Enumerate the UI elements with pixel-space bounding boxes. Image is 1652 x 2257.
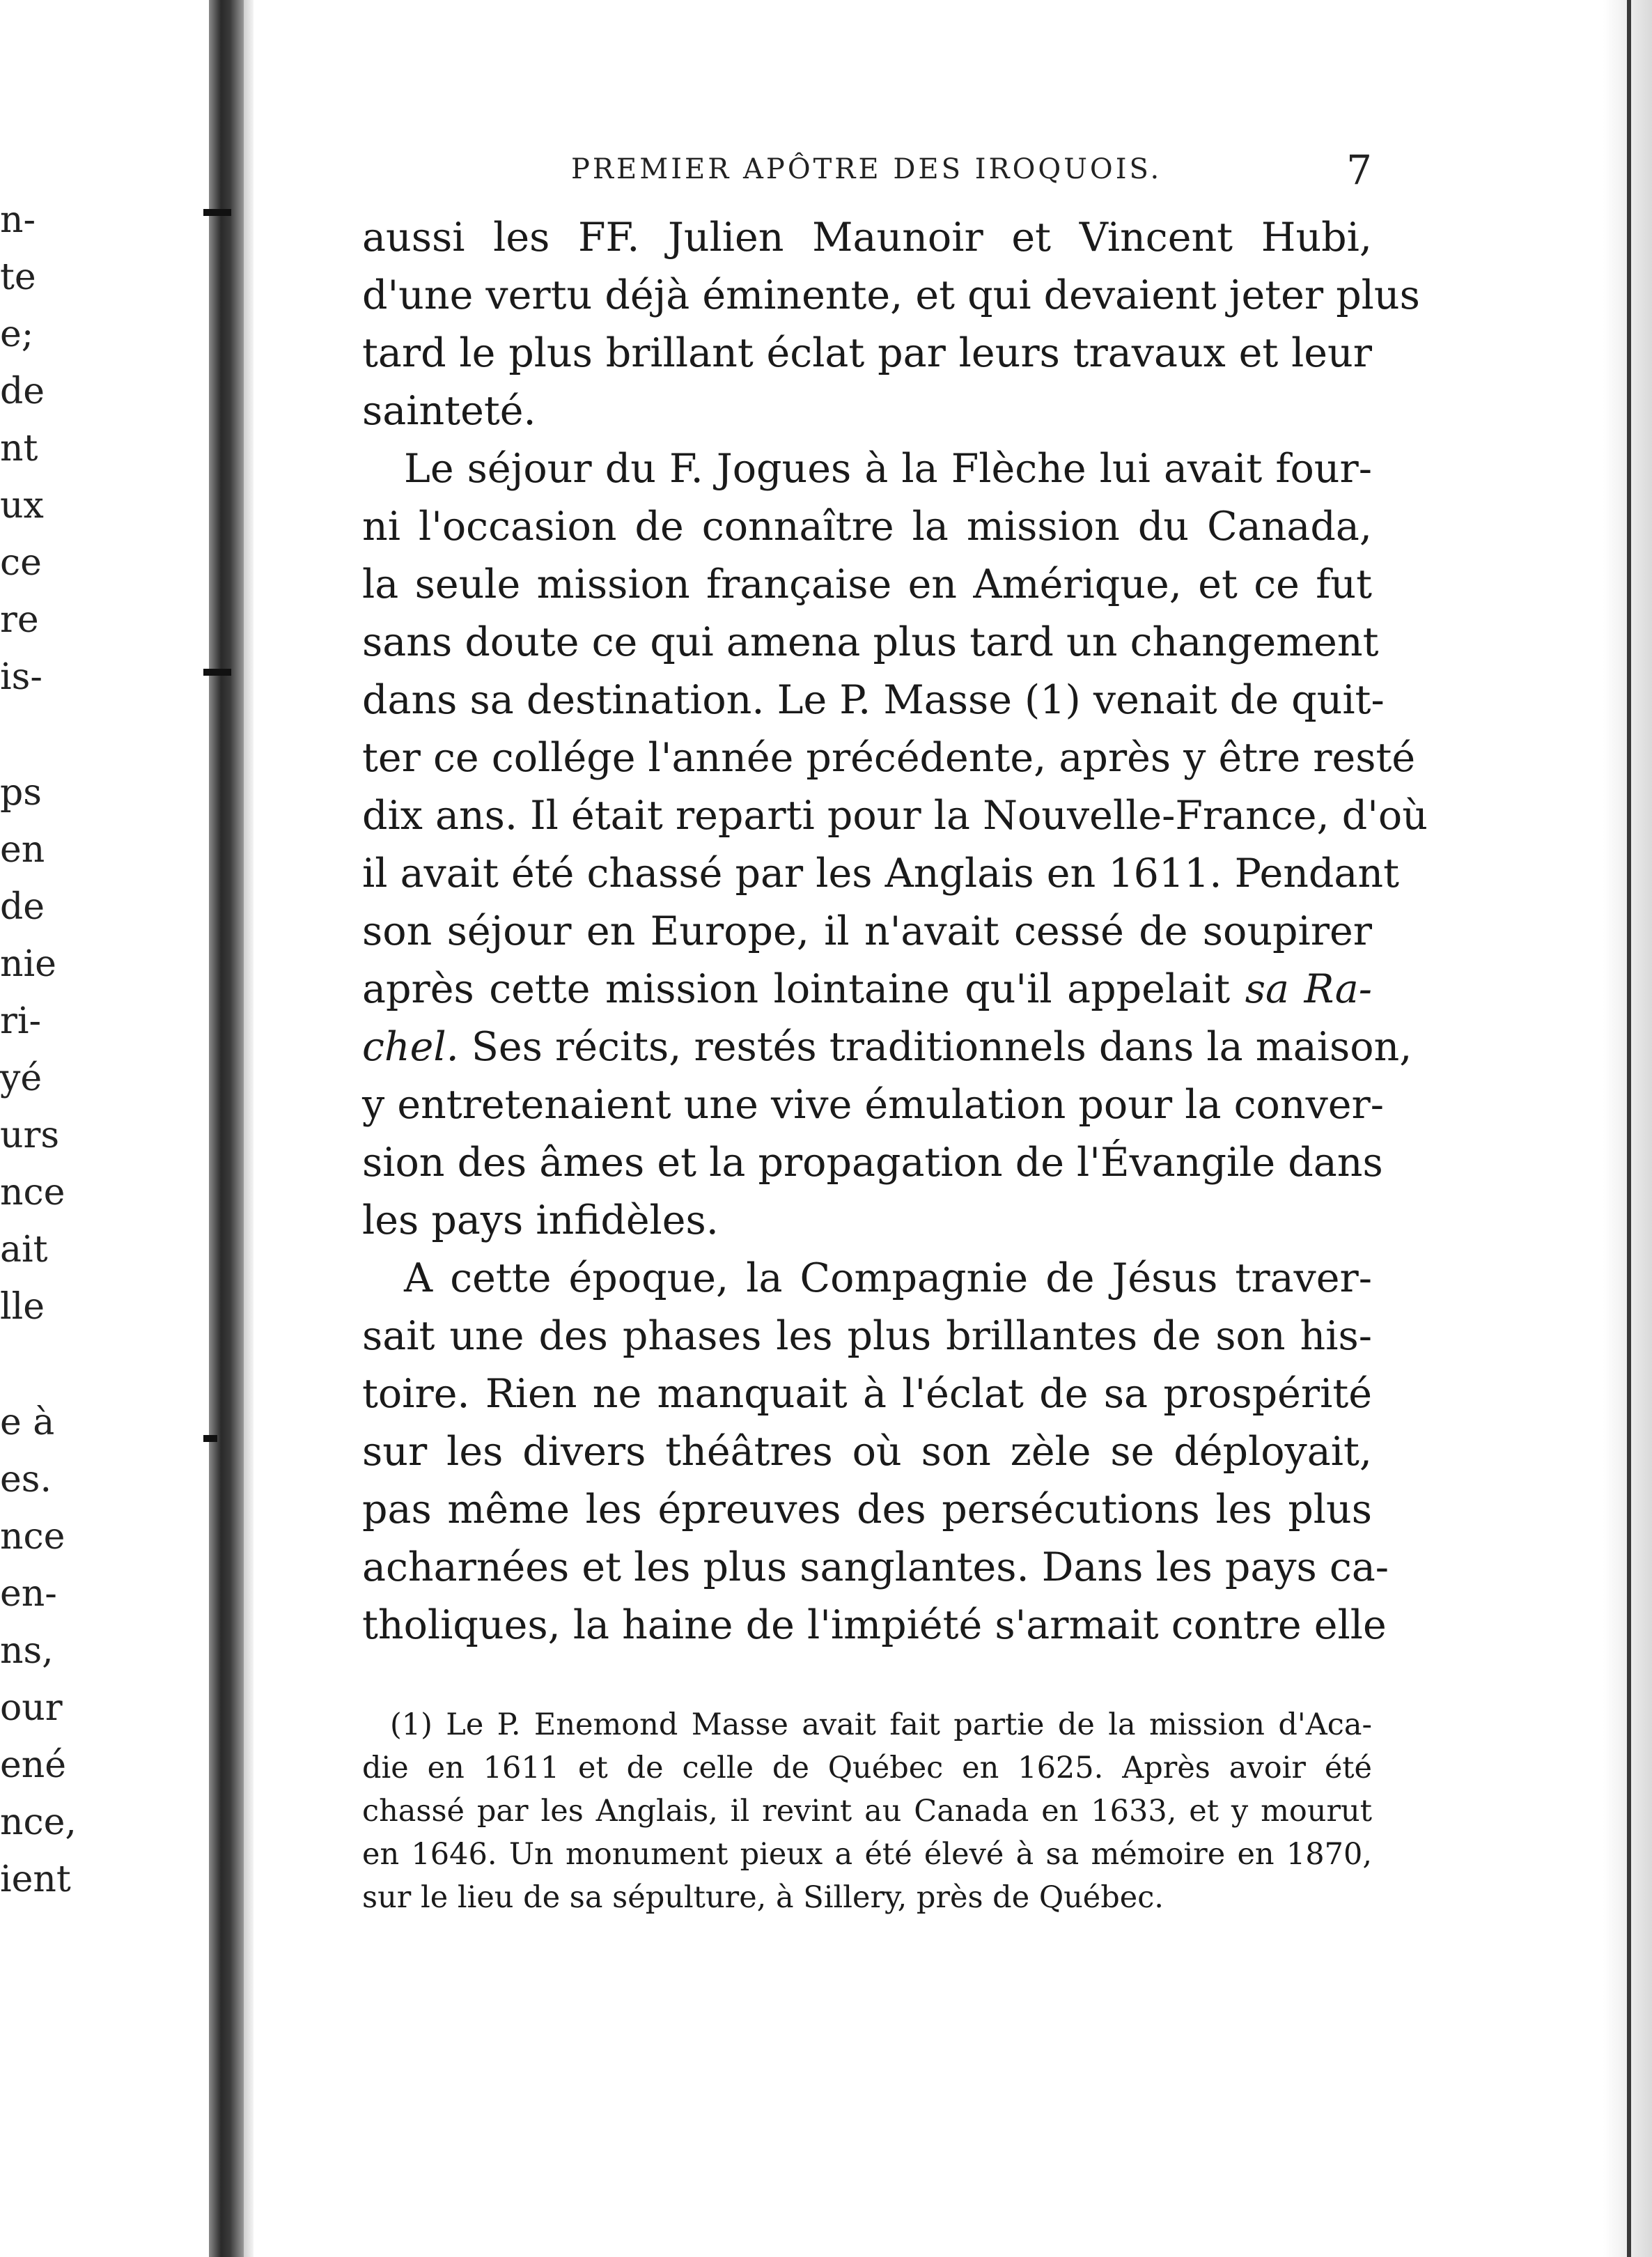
left-fragment: lle: [0, 1286, 45, 1328]
left-fragment: ient: [0, 1859, 71, 1900]
left-fragment: yé: [0, 1057, 42, 1099]
left-fragment: ri-: [0, 1000, 42, 1042]
gutter-mark: [203, 209, 231, 216]
left-fragment: ce: [0, 542, 42, 584]
text-line: chel. Ses récits, restés traditionnels dans la maison,: [362, 1024, 1412, 1070]
left-fragment: our: [0, 1687, 63, 1729]
footnote: [362, 1703, 1372, 1919]
left-fragment: nt: [0, 428, 38, 470]
left-fragment: ait: [0, 1229, 48, 1271]
text-line: d'une vertu déjà éminente, et qui devaient jeter plus: [362, 272, 1420, 318]
text-line: sans doute ce qui amena plus tard un changement: [362, 619, 1379, 665]
text-line: son séjour en Europe, il n'avait cessé de soupirer: [362, 908, 1372, 954]
left-fragment: de: [0, 886, 45, 928]
text-line: y entretenaient une vive émulation pour la conver-: [362, 1082, 1385, 1128]
left-fragment: nce: [0, 1172, 65, 1213]
text-line: Le séjour du F. Jogues à la Flèche lui avait four-: [404, 446, 1372, 492]
left-fragment: nce: [0, 1516, 65, 1558]
text-line: sait une des phases les plus brillantes de son his-: [362, 1313, 1372, 1359]
text-segment: après cette mission lointaine qu'il appelait: [362, 966, 1245, 1012]
left-fragment: en-: [0, 1573, 57, 1615]
gutter-mark: [203, 1435, 217, 1442]
gutter-edge: [244, 0, 254, 2257]
left-fragment: e à: [0, 1402, 55, 1443]
left-fragment: re: [0, 599, 39, 641]
text-line: toire. Rien ne manquait à l'éclat de sa prospérité: [362, 1371, 1372, 1417]
text-line: les pays infidèles.: [362, 1197, 719, 1243]
footnote-line: en 1646. Un monument pieux a été élevé à sa mémoire en 1870,: [362, 1837, 1372, 1872]
text-line: pas même les épreuves des persécutions les plus: [362, 1487, 1372, 1533]
text-line: acharnées et les plus sanglantes. Dans les pays ca-: [362, 1544, 1389, 1590]
left-fragment: ns,: [0, 1630, 54, 1672]
text-line: aussi les FF. Julien Maunoir et Vincent Hubi,: [362, 215, 1372, 261]
right-edge-line: [1627, 0, 1631, 2257]
left-fragment: ené: [0, 1744, 67, 1786]
footnote-line: sur le lieu de sa sépulture, à Sillery, près de Québec.: [362, 1880, 1164, 1915]
text-line: tholiques, la haine de l'impiété s'armait contre elle: [362, 1602, 1387, 1648]
page-number: 7: [1346, 146, 1372, 194]
italic-text: sa Ra-: [1245, 966, 1372, 1012]
left-fragment: en: [0, 829, 45, 871]
body-text: [362, 209, 1428, 1654]
binding-gutter: [209, 0, 244, 2257]
text-line: il avait été chassé par les Anglais en 1611. Pendant: [362, 851, 1399, 897]
footnote-line: die en 1611 et de celle de Québec en 1625. Après avoir été: [362, 1751, 1372, 1785]
left-fragment: ux: [0, 485, 44, 527]
text-line: la seule mission française en Amérique, et ce fut: [362, 561, 1372, 607]
text-line: dans sa destination. Le P. Masse (1) venait de quit-: [362, 677, 1385, 723]
footnote-line: chassé par les Anglais, il revint au Canada en 1633, et y mourut: [362, 1794, 1372, 1829]
left-fragment: ps: [0, 772, 42, 814]
running-head: [362, 139, 1372, 195]
text-line: sion des âmes et la propagation de l'Évangile dans: [362, 1140, 1383, 1186]
text-line: ter ce collége l'année précédente, après y être resté: [362, 735, 1416, 781]
left-fragment: nce,: [0, 1801, 77, 1843]
text-line: sainteté.: [362, 388, 536, 434]
book-page: [362, 139, 1428, 1919]
text-line-with-italic: [362, 961, 1372, 1018]
left-fragment: nie: [0, 943, 56, 985]
left-facing-page: [0, 0, 209, 2257]
text-line: tard le plus brillant éclat par leurs travaux et leur: [362, 330, 1372, 376]
text-line: sur les divers théâtres où son zèle se déployait,: [362, 1429, 1372, 1475]
left-fragment: te: [0, 256, 36, 298]
left-fragment: urs: [0, 1115, 60, 1156]
text-line: ni l'occasion de connaître la mission du Canada,: [362, 504, 1372, 550]
left-fragment: de: [0, 371, 45, 412]
gutter-mark: [203, 669, 231, 676]
left-fragment: es.: [0, 1459, 52, 1500]
running-title: PREMIER APÔTRE DES IROQUOIS.: [571, 153, 1162, 185]
italic-text: chel.: [362, 1024, 459, 1070]
footnote-line: (1) Le P. Enemond Masse avait fait partie de la mission d'Aca-: [390, 1707, 1372, 1742]
left-fragment: n-: [0, 199, 36, 241]
left-fragment: is-: [0, 656, 42, 698]
text-line: A cette époque, la Compagnie de Jésus traver-: [404, 1255, 1372, 1301]
text-line: dix ans. Il était reparti pour la Nouvelle-France, d'où: [362, 793, 1428, 839]
left-fragment: e;: [0, 313, 34, 355]
